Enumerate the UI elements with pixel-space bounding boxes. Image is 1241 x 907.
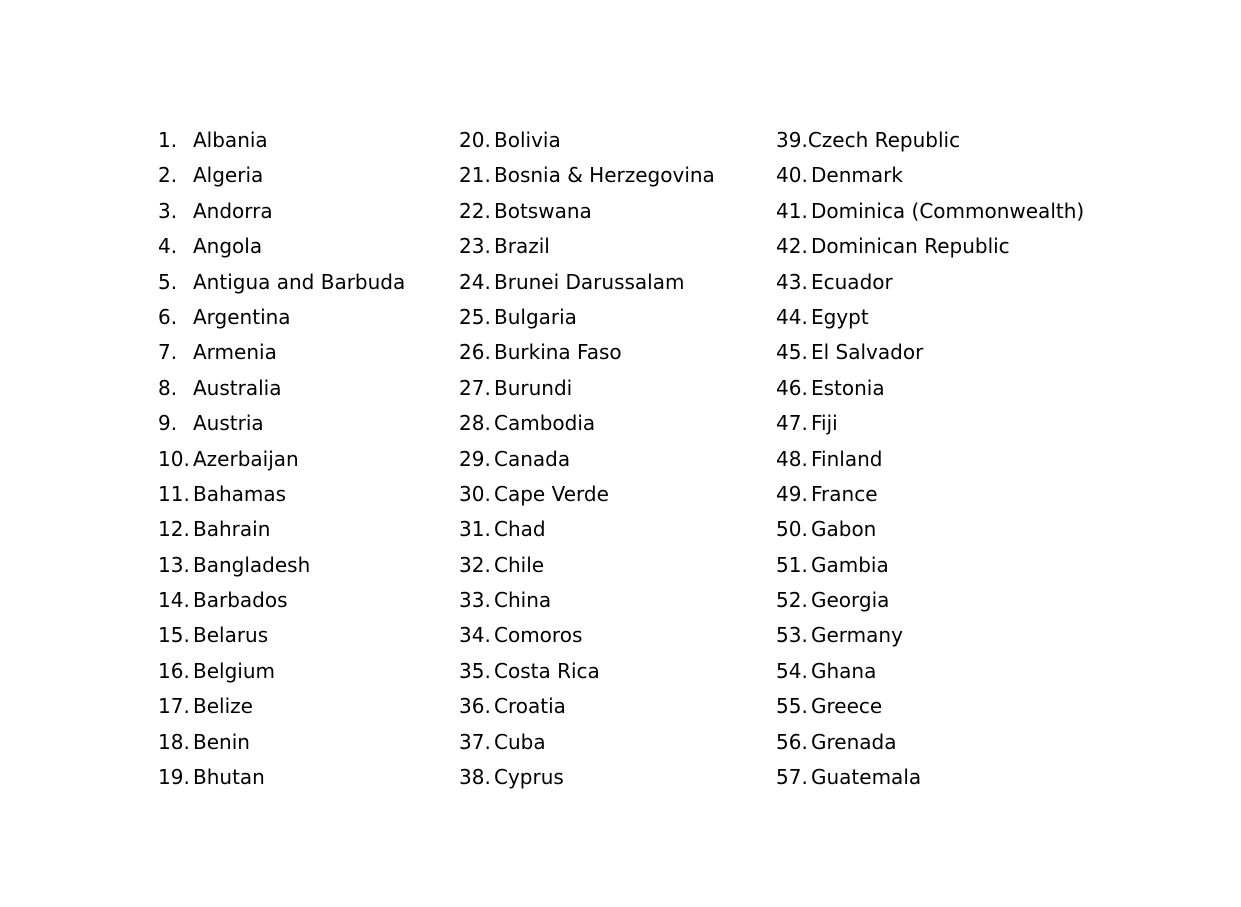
item-number: 3. <box>158 198 178 223</box>
country-name: Bulgaria <box>494 304 577 329</box>
item-number: 31. <box>459 517 491 542</box>
item-number: 34. <box>459 623 491 648</box>
item-number: 35. <box>459 658 491 683</box>
country-list-item <box>459 654 715 689</box>
country-name: Gabon <box>811 517 877 542</box>
item-number: 50. <box>776 517 808 542</box>
country-name: Denmark <box>811 163 903 188</box>
country-list-item <box>158 689 405 724</box>
country-list-item <box>158 654 405 689</box>
country-name: Australia <box>193 375 282 400</box>
item-number: 19. <box>158 765 190 790</box>
country-name: Brazil <box>494 234 550 259</box>
country-list-item <box>158 725 405 760</box>
item-number: 12. <box>158 517 190 542</box>
country-list-item <box>459 689 715 724</box>
country-list-item <box>158 583 405 618</box>
country-list-item <box>776 618 1084 653</box>
country-name: Bahrain <box>193 517 271 542</box>
item-number: 7. <box>158 340 178 365</box>
country-name: Botswana <box>494 198 592 223</box>
country-list-item <box>158 229 405 264</box>
country-list-item <box>776 548 1084 583</box>
country-list-item <box>776 371 1084 406</box>
country-list-item <box>776 158 1084 193</box>
item-number: 37. <box>459 729 491 754</box>
item-number: 56. <box>776 729 808 754</box>
item-number: 17. <box>158 694 190 719</box>
country-list-item <box>459 442 715 477</box>
country-name: Estonia <box>811 375 885 400</box>
country-list-item <box>459 477 715 512</box>
country-list-item <box>158 406 405 441</box>
item-number: 44. <box>776 304 808 329</box>
country-list-item <box>459 512 715 547</box>
country-list-item <box>459 194 715 229</box>
country-name: Greece <box>811 694 883 719</box>
country-list-item <box>158 371 405 406</box>
item-number: 24. <box>459 269 491 294</box>
item-number: 51. <box>776 552 808 577</box>
country-name: Brunei Darussalam <box>494 269 685 294</box>
country-list-item <box>776 512 1084 547</box>
country-name: Costa Rica <box>494 658 600 683</box>
country-name: Guatemala <box>811 765 922 790</box>
country-list-item <box>158 512 405 547</box>
country-list-item <box>459 406 715 441</box>
country-list-item <box>459 335 715 370</box>
country-list-item <box>158 335 405 370</box>
item-number: 29. <box>459 446 491 471</box>
country-list-item <box>158 618 405 653</box>
country-list-item <box>459 229 715 264</box>
country-name: Belize <box>193 694 253 719</box>
item-number: 53. <box>776 623 808 648</box>
item-number: 6. <box>158 304 178 329</box>
country-list-item <box>776 725 1084 760</box>
country-list-item <box>776 442 1084 477</box>
country-name: Austria <box>193 411 264 436</box>
country-name: Ecuador <box>811 269 893 294</box>
item-number: 11. <box>158 481 190 506</box>
item-number: 30. <box>459 481 491 506</box>
item-number: 5. <box>158 269 178 294</box>
country-list-item <box>158 265 405 300</box>
country-list-item <box>158 548 405 583</box>
country-list-item <box>158 477 405 512</box>
country-list-item <box>158 300 405 335</box>
country-name: Belgium <box>193 658 275 683</box>
country-name: China <box>494 588 552 613</box>
country-name: Algeria <box>193 163 264 188</box>
country-list-item <box>459 123 715 158</box>
country-list-item <box>459 265 715 300</box>
item-number: 18. <box>158 729 190 754</box>
country-name: Cyprus <box>494 765 564 790</box>
item-number: 2. <box>158 163 178 188</box>
country-name: Gambia <box>811 552 889 577</box>
item-number: 38. <box>459 765 491 790</box>
country-name: Bosnia & Herzegovina <box>494 163 715 188</box>
country-list-item <box>776 689 1084 724</box>
item-number: 52. <box>776 588 808 613</box>
country-name: Fiji <box>811 411 838 436</box>
country-name: Burkina Faso <box>494 340 622 365</box>
item-number: 48. <box>776 446 808 471</box>
item-number: 49. <box>776 481 808 506</box>
country-list-item <box>776 194 1084 229</box>
item-number: 4. <box>158 234 178 259</box>
country-name: Bhutan <box>193 765 265 790</box>
item-number: 22. <box>459 198 491 223</box>
country-list-item <box>776 477 1084 512</box>
country-list-item <box>459 548 715 583</box>
country-name: Benin <box>193 729 250 754</box>
item-number: 57. <box>776 765 808 790</box>
country-list-item <box>158 760 405 795</box>
country-list-item <box>158 194 405 229</box>
country-name: Armenia <box>193 340 277 365</box>
country-list-item <box>459 158 715 193</box>
country-name: Georgia <box>811 588 890 613</box>
country-name: Finland <box>811 446 883 471</box>
country-name: Bolivia <box>494 128 561 152</box>
item-number: 20. <box>459 128 491 152</box>
item-number: 43. <box>776 269 808 294</box>
country-name: Barbados <box>193 588 288 613</box>
item-number: 41. <box>776 198 808 223</box>
item-number: 39. <box>776 128 808 152</box>
country-name: Bangladesh <box>193 552 311 577</box>
country-list-item <box>776 300 1084 335</box>
country-name: Belarus <box>193 623 269 648</box>
item-number: 33. <box>459 588 491 613</box>
country-column-1 <box>158 123 405 795</box>
country-list-item <box>459 583 715 618</box>
country-list-item <box>776 654 1084 689</box>
country-list-item <box>459 760 715 795</box>
country-name: France <box>811 481 878 506</box>
item-number: 14. <box>158 588 190 613</box>
item-number: 16. <box>158 658 190 683</box>
country-name: Germany <box>811 623 903 648</box>
item-number: 36. <box>459 694 491 719</box>
item-number: 55. <box>776 694 808 719</box>
item-number: 54. <box>776 658 808 683</box>
country-name: Dominican Republic <box>811 234 1010 259</box>
item-number: 21. <box>459 163 491 188</box>
item-number: 9. <box>158 411 178 436</box>
country-list-item <box>459 725 715 760</box>
country-list-item <box>776 583 1084 618</box>
country-name: Dominica (Commonwealth) <box>811 198 1085 223</box>
item-number: 27. <box>459 375 491 400</box>
country-name: Angola <box>193 234 263 259</box>
country-list-item <box>158 123 405 158</box>
country-name: Grenada <box>811 729 897 754</box>
country-column-2 <box>459 123 715 795</box>
country-name: El Salvador <box>811 340 924 365</box>
country-list-item <box>459 618 715 653</box>
item-number: 25. <box>459 304 491 329</box>
item-number: 42. <box>776 234 808 259</box>
item-number: 23. <box>459 234 491 259</box>
item-number: 13. <box>158 552 190 577</box>
item-number: 32. <box>459 552 491 577</box>
item-number: 28. <box>459 411 491 436</box>
country-list-item <box>459 371 715 406</box>
country-list-item <box>459 300 715 335</box>
country-name: Chad <box>494 517 546 542</box>
country-name: Czech Republic <box>807 128 961 152</box>
country-name: Cape Verde <box>494 481 609 506</box>
item-number: 1. <box>158 128 178 152</box>
item-number: 47. <box>776 411 808 436</box>
item-number: 10. <box>158 446 190 471</box>
country-name: Chile <box>494 552 545 577</box>
country-name: Cuba <box>494 729 546 754</box>
country-list-item <box>776 760 1084 795</box>
country-name: Andorra <box>193 198 273 223</box>
item-number: 40. <box>776 163 808 188</box>
country-name: Bahamas <box>193 481 287 506</box>
country-name: Ghana <box>811 658 877 683</box>
country-list-item <box>776 406 1084 441</box>
country-name: Burundi <box>494 375 573 400</box>
country-name: Albania <box>193 128 268 152</box>
country-column-3 <box>776 123 1084 795</box>
country-name: Azerbaijan <box>193 446 299 471</box>
country-name: Comoros <box>494 623 583 648</box>
country-list-item <box>776 229 1084 264</box>
item-number: 46. <box>776 375 808 400</box>
item-number: 45. <box>776 340 808 365</box>
country-name: Canada <box>494 446 571 471</box>
country-name: Cambodia <box>494 411 596 436</box>
country-list-item <box>776 265 1084 300</box>
country-list-item <box>776 335 1084 370</box>
item-number: 26. <box>459 340 491 365</box>
item-number: 8. <box>158 375 178 400</box>
country-name: Egypt <box>811 304 869 329</box>
country-list-item <box>158 442 405 477</box>
item-number: 15. <box>158 623 190 648</box>
country-name: Argentina <box>193 304 291 329</box>
country-list-item <box>776 123 1084 158</box>
country-name: Antigua and Barbuda <box>193 269 406 294</box>
country-name: Croatia <box>494 694 566 719</box>
country-list-item <box>158 158 405 193</box>
